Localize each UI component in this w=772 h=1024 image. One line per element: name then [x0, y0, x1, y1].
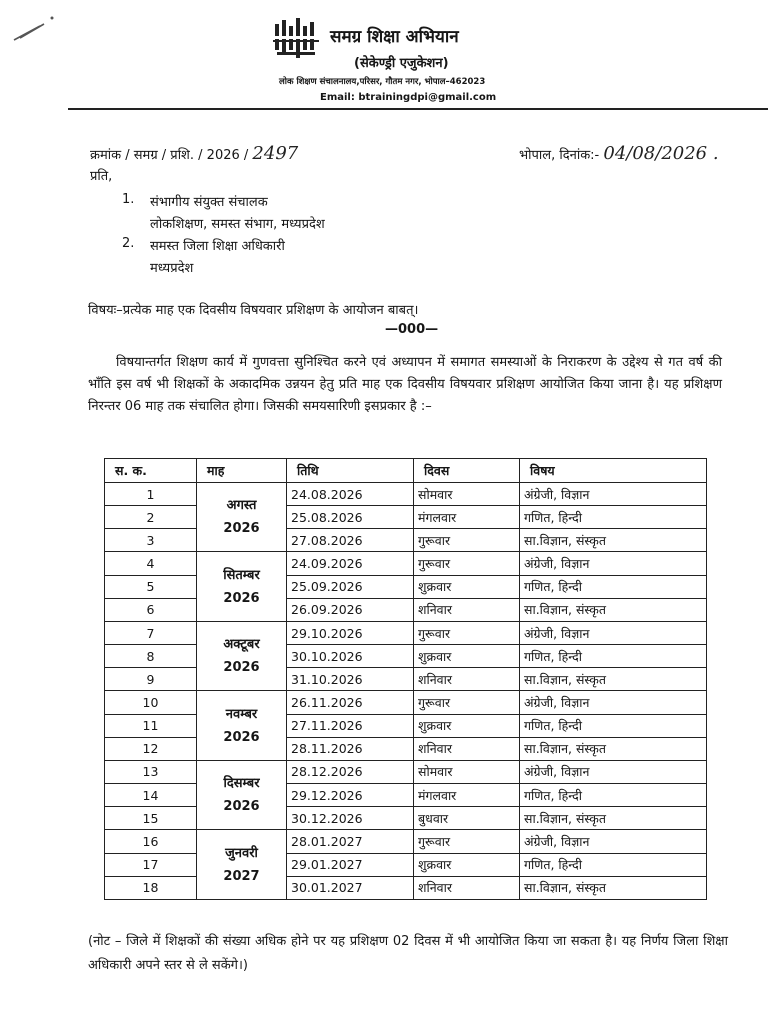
cell-subject: अंग्रेजी, विज्ञान — [520, 691, 707, 714]
month-year: 2026 — [223, 729, 260, 745]
month-year: 2026 — [223, 590, 260, 606]
table-row — [105, 853, 707, 876]
cell-month — [197, 621, 287, 690]
cell-subject: अंग्रेजी, विज्ञान — [520, 552, 707, 575]
cell-date: 26.11.2026 — [287, 691, 414, 714]
cell-subject: सा.विज्ञान, संस्कृत — [520, 668, 707, 691]
cell-month — [197, 552, 287, 621]
table-row — [105, 830, 707, 853]
org-title: समग्र शिक्षा अभियान — [330, 27, 459, 47]
month-name: नवम्बर — [225, 706, 258, 722]
table-row — [105, 714, 707, 737]
cell-day: शनिवार — [414, 598, 520, 621]
cell-date: 25.08.2026 — [287, 506, 414, 529]
table-row — [105, 575, 707, 598]
cell-day: बुधवार — [414, 807, 520, 830]
cell-date: 28.01.2027 — [287, 830, 414, 853]
cell-subject: सा.विज्ञान, संस्कृत — [520, 529, 707, 552]
cell-sn: 2 — [105, 506, 197, 529]
month-name: अक्टूबर — [223, 637, 260, 653]
cell-date: 27.08.2026 — [287, 529, 414, 552]
cell-date: 28.11.2026 — [287, 737, 414, 760]
table-header-row — [105, 459, 707, 483]
cell-day: शनिवार — [414, 876, 520, 899]
cell-sn: 10 — [105, 691, 197, 714]
date-handwritten: 04/08/2026 . — [603, 143, 719, 164]
month-name: अगस्त — [226, 498, 257, 514]
header-divider — [68, 108, 768, 110]
ref-number-handwritten: 2497 — [252, 143, 299, 164]
cell-subject: सा.विज्ञान, संस्कृत — [520, 598, 707, 621]
recipient-2-line1: समस्त जिला शिक्षा अधिकारी — [150, 239, 285, 254]
org-address: लोक शिक्षण संचालनालय,परिसर, गौतम नगर, भोपाल–462023 — [279, 77, 486, 87]
cell-subject: गणित, हिन्दी — [520, 575, 707, 598]
cell-subject: अंग्रेजी, विज्ञान — [520, 760, 707, 783]
cell-month — [197, 691, 287, 760]
cell-date: 24.08.2026 — [287, 483, 414, 506]
cell-day: गुरूवार — [414, 529, 520, 552]
cell-subject: गणित, हिन्दी — [520, 853, 707, 876]
note-paragraph: (नोट – जिले में शिक्षकों की संख्या अधिक होने पर यह प्रशिक्षण 02 दिवस में भी आयोजित किया जा सकता है। यह निर्णय जिला शिक्षा अधिकारी अपने स्तर से ले सकेंगे।) — [88, 934, 728, 973]
col-header-date: तिथि — [287, 459, 414, 483]
cell-day: गुरूवार — [414, 552, 520, 575]
cell-day: गुरूवार — [414, 691, 520, 714]
cell-subject: गणित, हिन्दी — [520, 645, 707, 668]
recipient-2-line2: मध्यप्रदेश — [150, 261, 194, 276]
month-name: सितम्बर — [223, 567, 260, 583]
recipient-1-line2: लोकशिक्षण, समस्त संभाग, मध्यप्रदेश — [150, 217, 325, 232]
cell-day: शुक्रवार — [414, 714, 520, 737]
org-email: Email: btrainingdpi@gmail.com — [320, 92, 497, 103]
schedule-table-wrapper — [104, 458, 707, 900]
cell-sn: 7 — [105, 621, 197, 644]
cell-sn: 6 — [105, 598, 197, 621]
cell-month — [197, 830, 287, 900]
letter-date — [519, 143, 719, 164]
month-name: दिसम्बर — [223, 776, 260, 792]
cell-date: 25.09.2026 — [287, 575, 414, 598]
cell-sn: 9 — [105, 668, 197, 691]
cell-date: 24.09.2026 — [287, 552, 414, 575]
cell-sn: 17 — [105, 853, 197, 876]
cell-subject: गणित, हिन्दी — [520, 714, 707, 737]
table-row — [105, 807, 707, 830]
cell-sn: 14 — [105, 784, 197, 807]
recipient-2-num: 2. — [122, 236, 135, 251]
body-paragraph: विषयान्तर्गत शिक्षण कार्य में गुणवत्ता सुनिश्चित करने एवं अध्यापन में समागत समस्याओं के निराकरण के उद्देश्य से गत वर्ष की भाँति इस वर्ष भी शिक्षकों के अकादमिक उन्नयन हेतु प्रति माह एक दिवसीय विषयवार प्रशिक्षण आयोजित किया जाना है। यह प्रशिक्षण निरन्तर 06 माह तक संचालित होगा। जिसकी समयसारिणी इसप्रकार है :– — [88, 355, 722, 414]
col-header-month: माह — [197, 459, 287, 483]
cell-month — [197, 483, 287, 552]
cell-day: शनिवार — [414, 737, 520, 760]
cell-sn: 13 — [105, 760, 197, 783]
table-row — [105, 645, 707, 668]
cell-month — [197, 760, 287, 829]
cell-sn: 11 — [105, 714, 197, 737]
cell-day: सोमवार — [414, 760, 520, 783]
table-row — [105, 621, 707, 644]
cell-sn: 8 — [105, 645, 197, 668]
cell-day: शनिवार — [414, 668, 520, 691]
cell-sn: 3 — [105, 529, 197, 552]
samagra-shiksha-logo-icon — [273, 18, 319, 60]
table-row — [105, 483, 707, 506]
col-header-sn: स. क. — [105, 459, 197, 483]
recipient-1-num: 1. — [122, 192, 135, 207]
to-label: प्रति, — [90, 169, 113, 184]
cell-sn: 1 — [105, 483, 197, 506]
table-row — [105, 876, 707, 899]
cell-subject: अंग्रेजी, विज्ञान — [520, 621, 707, 644]
cell-date: 28.12.2026 — [287, 760, 414, 783]
table-row — [105, 529, 707, 552]
cell-subject: गणित, हिन्दी — [520, 506, 707, 529]
cell-day: मंगलवार — [414, 506, 520, 529]
cell-date: 30.10.2026 — [287, 645, 414, 668]
table-row — [105, 506, 707, 529]
cell-subject: सा.विज्ञान, संस्कृत — [520, 737, 707, 760]
table-row — [105, 784, 707, 807]
cell-subject: अंग्रेजी, विज्ञान — [520, 830, 707, 853]
subject-separator: —000— — [385, 322, 439, 337]
cell-day: गुरूवार — [414, 621, 520, 644]
table-row — [105, 668, 707, 691]
table-row — [105, 691, 707, 714]
cell-date: 30.12.2026 — [287, 807, 414, 830]
cell-subject: गणित, हिन्दी — [520, 784, 707, 807]
month-year: 2026 — [223, 660, 260, 676]
schedule-table — [104, 458, 707, 900]
col-header-subject: विषय — [520, 459, 707, 483]
table-row — [105, 598, 707, 621]
cell-sn: 5 — [105, 575, 197, 598]
month-year: 2026 — [223, 799, 260, 815]
col-header-day: दिवस — [414, 459, 520, 483]
cell-date: 27.11.2026 — [287, 714, 414, 737]
cell-subject: अंग्रेजी, विज्ञान — [520, 483, 707, 506]
cell-sn: 18 — [105, 876, 197, 899]
cell-subject: सा.विज्ञान, संस्कृत — [520, 807, 707, 830]
cell-sn: 12 — [105, 737, 197, 760]
cell-date: 29.12.2026 — [287, 784, 414, 807]
pen-scratch-mark — [10, 14, 56, 44]
cell-day: सोमवार — [414, 483, 520, 506]
ref-prefix: क्रमांक / समग्र / प्रशि. / 2026 / — [90, 148, 249, 163]
cell-date: 30.01.2027 — [287, 876, 414, 899]
cell-date: 26.09.2026 — [287, 598, 414, 621]
cell-day: मंगलवार — [414, 784, 520, 807]
recipient-1-line1: संभागीय संयुक्त संचालक — [150, 195, 268, 210]
month-year: 2026 — [223, 521, 260, 537]
cell-subject: सा.विज्ञान, संस्कृत — [520, 876, 707, 899]
subject-line: विषयः–प्रत्येक माह एक दिवसीय विषयवार प्रशिक्षण के आयोजन बाबत्। — [88, 303, 419, 318]
table-row — [105, 737, 707, 760]
reference-number — [90, 143, 298, 164]
cell-sn: 16 — [105, 830, 197, 853]
month-name: जुनवरी — [225, 845, 258, 861]
month-year: 2027 — [223, 868, 260, 884]
cell-day: शुक्रवार — [414, 853, 520, 876]
cell-date: 31.10.2026 — [287, 668, 414, 691]
org-subtitle: (सेकेण्ड्री एजुकेशन) — [354, 56, 449, 71]
cell-sn: 4 — [105, 552, 197, 575]
cell-day: गुरूवार — [414, 830, 520, 853]
cell-day: शुक्रवार — [414, 575, 520, 598]
cell-sn: 15 — [105, 807, 197, 830]
date-prefix: भोपाल, दिनांक:- — [519, 148, 600, 163]
table-row — [105, 760, 707, 783]
table-row — [105, 552, 707, 575]
cell-date: 29.10.2026 — [287, 621, 414, 644]
cell-day: शुक्रवार — [414, 645, 520, 668]
cell-date: 29.01.2027 — [287, 853, 414, 876]
